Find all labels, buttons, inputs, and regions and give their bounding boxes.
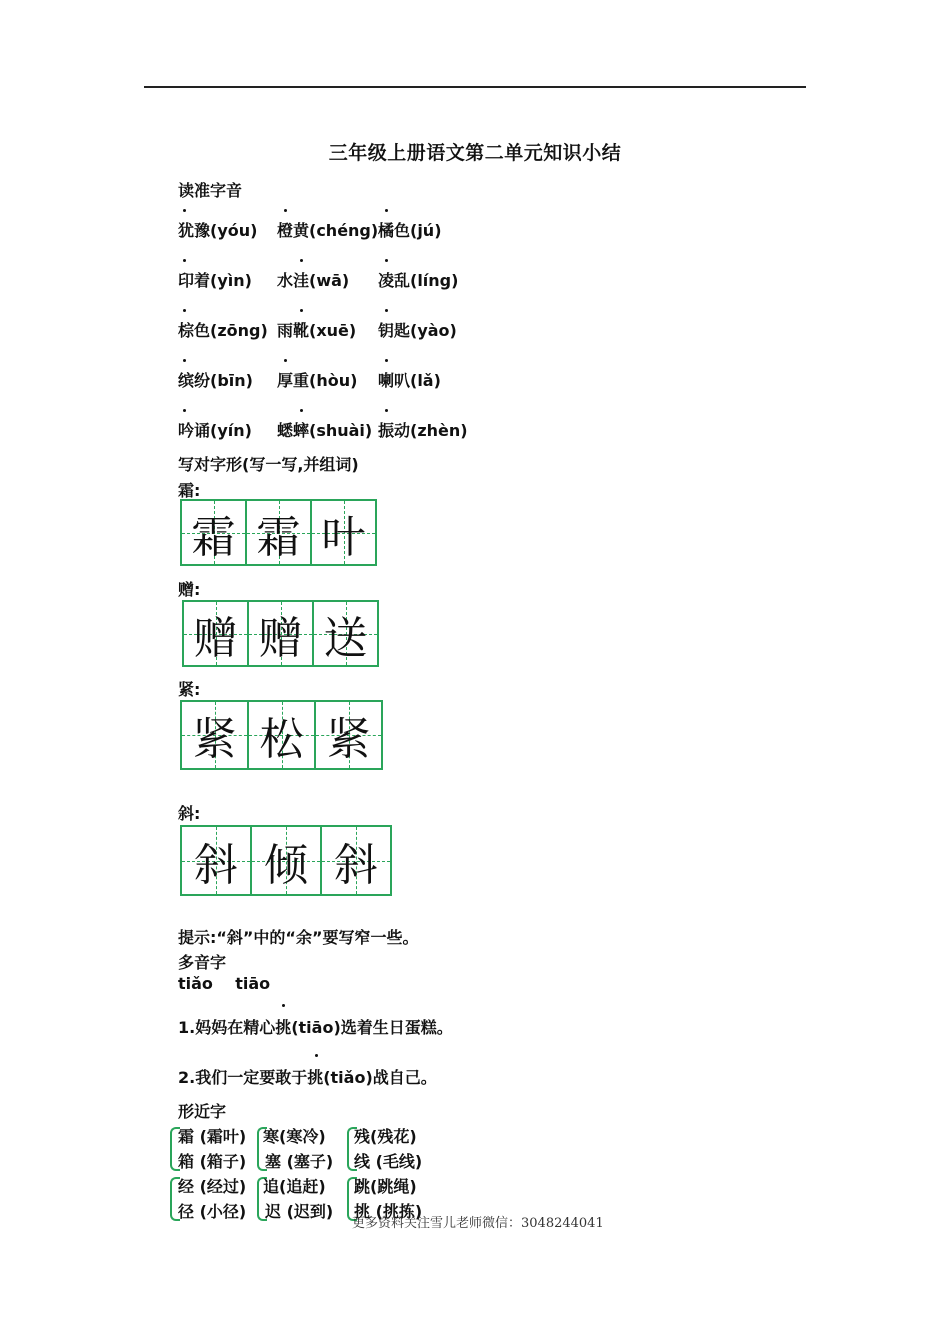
similar-word: 霜 (霜叶) bbox=[178, 1127, 247, 1146]
grid-char: 赠 bbox=[258, 612, 303, 664]
pron-word: 凌乱(líng) bbox=[378, 271, 459, 290]
emphasis-dot bbox=[183, 409, 186, 412]
page-title: 三年级上册语文第二单元知识小结 bbox=[328, 142, 622, 164]
section-similar: 形近字 bbox=[178, 1102, 227, 1121]
emphasis-dot bbox=[183, 259, 186, 262]
similar-word: 塞 (塞子) bbox=[265, 1152, 334, 1171]
char-grid bbox=[180, 825, 390, 896]
emphasis-dot bbox=[183, 209, 186, 212]
grid-cell bbox=[180, 499, 247, 566]
grid-cell bbox=[247, 700, 316, 770]
pron-word: 厚重(hòu) bbox=[277, 371, 358, 390]
tip-text: 提示:“斜”中的“余”要写窄一些。 bbox=[178, 928, 419, 947]
similar-word: 残(残花) bbox=[354, 1127, 417, 1146]
poly-sentence: 1.妈妈在精心挑(tiāo)选着生日蛋糕。 bbox=[178, 1018, 453, 1037]
grid-cell bbox=[247, 600, 314, 667]
pron-word: 橙黄(chéng) bbox=[277, 221, 379, 240]
grid-char: 霜 bbox=[256, 511, 301, 563]
emphasis-dot bbox=[385, 209, 388, 212]
pron-word: 缤纷(bīn) bbox=[178, 371, 253, 390]
grid-cell bbox=[310, 499, 377, 566]
grid-char: 赠 bbox=[193, 612, 238, 664]
section-writing: 写对字形(写一写,并组词) bbox=[178, 455, 359, 474]
emphasis-dot bbox=[284, 209, 287, 212]
emphasis-dot bbox=[183, 309, 186, 312]
char-grid bbox=[182, 600, 377, 667]
char-group-label: 赠: bbox=[178, 580, 201, 599]
grid-char: 斜 bbox=[334, 839, 378, 891]
grid-char: 霜 bbox=[191, 511, 236, 563]
footer-note: 更多资料关注雪儿老师微信：3048244041 bbox=[352, 1216, 604, 1231]
grid-cell bbox=[245, 499, 312, 566]
similar-word: 经 (经过) bbox=[178, 1177, 247, 1196]
pron-word: 棕色(zōng) bbox=[178, 321, 268, 340]
grid-char: 倾 bbox=[264, 839, 308, 891]
grid-char: 送 bbox=[323, 612, 368, 664]
grid-cell bbox=[320, 825, 392, 896]
section-pronunciation: 读准字音 bbox=[178, 181, 243, 200]
grid-cell bbox=[312, 600, 379, 667]
pron-word: 水洼(wā) bbox=[277, 271, 350, 290]
char-group-label: 斜: bbox=[178, 804, 201, 823]
emphasis-dot bbox=[385, 409, 388, 412]
similar-word: 跳(跳绳) bbox=[354, 1177, 417, 1196]
emphasis-dot bbox=[300, 259, 303, 262]
emphasis-dot bbox=[284, 359, 287, 362]
section-polyphone: 多音字 bbox=[178, 953, 227, 972]
similar-word: 箱 (箱子) bbox=[178, 1152, 247, 1171]
emphasis-dot bbox=[315, 1054, 318, 1057]
pron-word: 印着(yìn) bbox=[178, 271, 252, 290]
header-rule bbox=[144, 86, 806, 88]
char-grid bbox=[180, 499, 375, 566]
pron-word: 犹豫(yóu) bbox=[178, 221, 258, 240]
similar-word: 线 (毛线) bbox=[354, 1152, 423, 1171]
poly-readings: tiǎo tiāo bbox=[178, 974, 271, 993]
pron-word: 雨靴(xuē) bbox=[277, 321, 357, 340]
emphasis-dot bbox=[300, 409, 303, 412]
emphasis-dot bbox=[300, 309, 303, 312]
pron-word: 蟋蟀(shuài) bbox=[277, 421, 373, 440]
char-grid bbox=[180, 700, 381, 770]
grid-char: 紧 bbox=[326, 714, 371, 765]
similar-word: 径 (小径) bbox=[178, 1202, 247, 1221]
similar-word: 挑 (挑拣) bbox=[354, 1202, 423, 1221]
poly-sentence: 2.我们一定要敢于挑(tiǎo)战自己。 bbox=[178, 1068, 437, 1087]
grid-char: 斜 bbox=[194, 839, 238, 891]
pron-word: 振动(zhèn) bbox=[378, 421, 468, 440]
char-group-label: 紧: bbox=[178, 680, 201, 699]
similar-word: 迟 (迟到) bbox=[265, 1202, 334, 1221]
grid-char: 紧 bbox=[192, 714, 237, 765]
emphasis-dot bbox=[385, 359, 388, 362]
emphasis-dot bbox=[282, 1004, 285, 1007]
grid-char: 松 bbox=[259, 714, 304, 765]
similar-word: 追(追赶) bbox=[263, 1177, 326, 1196]
char-group-label: 霜: bbox=[178, 481, 201, 500]
pron-word: 橘色(jú) bbox=[378, 221, 442, 240]
grid-cell bbox=[250, 825, 322, 896]
pron-word: 吟诵(yín) bbox=[178, 421, 252, 440]
similar-word: 寒(寒冷) bbox=[263, 1127, 326, 1146]
emphasis-dot bbox=[385, 309, 388, 312]
grid-cell bbox=[314, 700, 383, 770]
grid-cell bbox=[182, 600, 249, 667]
pron-word: 钥匙(yào) bbox=[378, 321, 457, 340]
pron-word: 喇叭(lǎ) bbox=[378, 371, 441, 390]
grid-char: 叶 bbox=[321, 511, 366, 563]
grid-cell bbox=[180, 700, 249, 770]
emphasis-dot bbox=[183, 359, 186, 362]
emphasis-dot bbox=[385, 259, 388, 262]
grid-cell bbox=[180, 825, 252, 896]
